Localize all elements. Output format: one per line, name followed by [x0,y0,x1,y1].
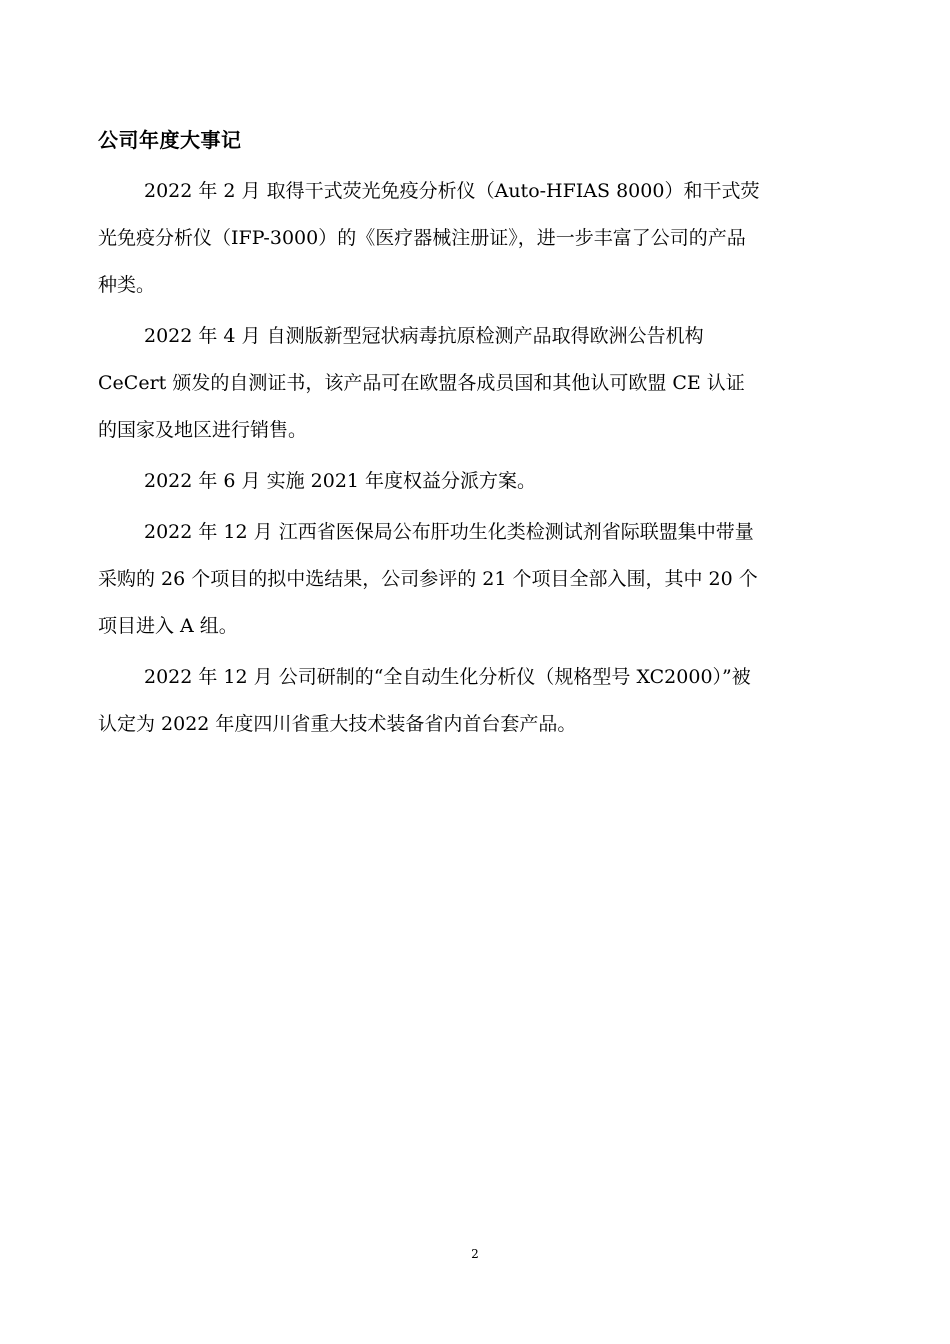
events-body [98,168,850,748]
paragraph-line: 种类。 [98,274,156,296]
paragraph-line: 认定为 2022 年度四川省重大技术装备省内首台套产品。 [98,713,577,735]
paragraph-line: 的国家及地区进行销售。 [98,419,308,441]
paragraph-line: CeCert 颁发的自测证书，该产品可在欧盟各成员国和其他认可欧盟 CE 认证 [98,372,745,394]
paragraph-line: 2022 年 2 月 取得干式荧光免疫分析仪（Auto-HFIAS 8000）和干式荧 [144,180,760,202]
paragraph-line: 2022 年 12 月 江西省医保局公布肝功生化类检测试剂省际联盟集中带量 [144,521,754,543]
event-paragraph-dec-2022-analyzer [98,654,850,748]
event-paragraph-apr-2022 [98,313,850,454]
paragraph-line: 2022 年 12 月 公司研制的“全自动生化分析仪（规格型号 XC2000）”被 [144,666,751,688]
paragraph-line: 采购的 26 个项目的拟中选结果，公司参评的 21 个项目全部入围，其中 20 个 [98,568,758,590]
paragraph-line: 2022 年 4 月 自测版新型冠状病毒抗原检测产品取得欧洲公告机构 [144,325,704,347]
event-paragraph-jun-2022 [98,458,850,505]
paragraph-line: 光免疫分析仪（IFP-3000）的《医疗器械注册证》，进一步丰富了公司的产品 [98,227,746,249]
event-paragraph-dec-2022-procurement [98,509,850,650]
paragraph-line: 2022 年 6 月 实施 2021 年度权益分派方案。 [144,470,537,492]
event-paragraph-feb-2022 [98,168,850,309]
section-heading: 公司年度大事记 [98,128,242,152]
page-number: 2 [471,1247,479,1261]
paragraph-line: 项目进入 A 组。 [98,615,238,637]
